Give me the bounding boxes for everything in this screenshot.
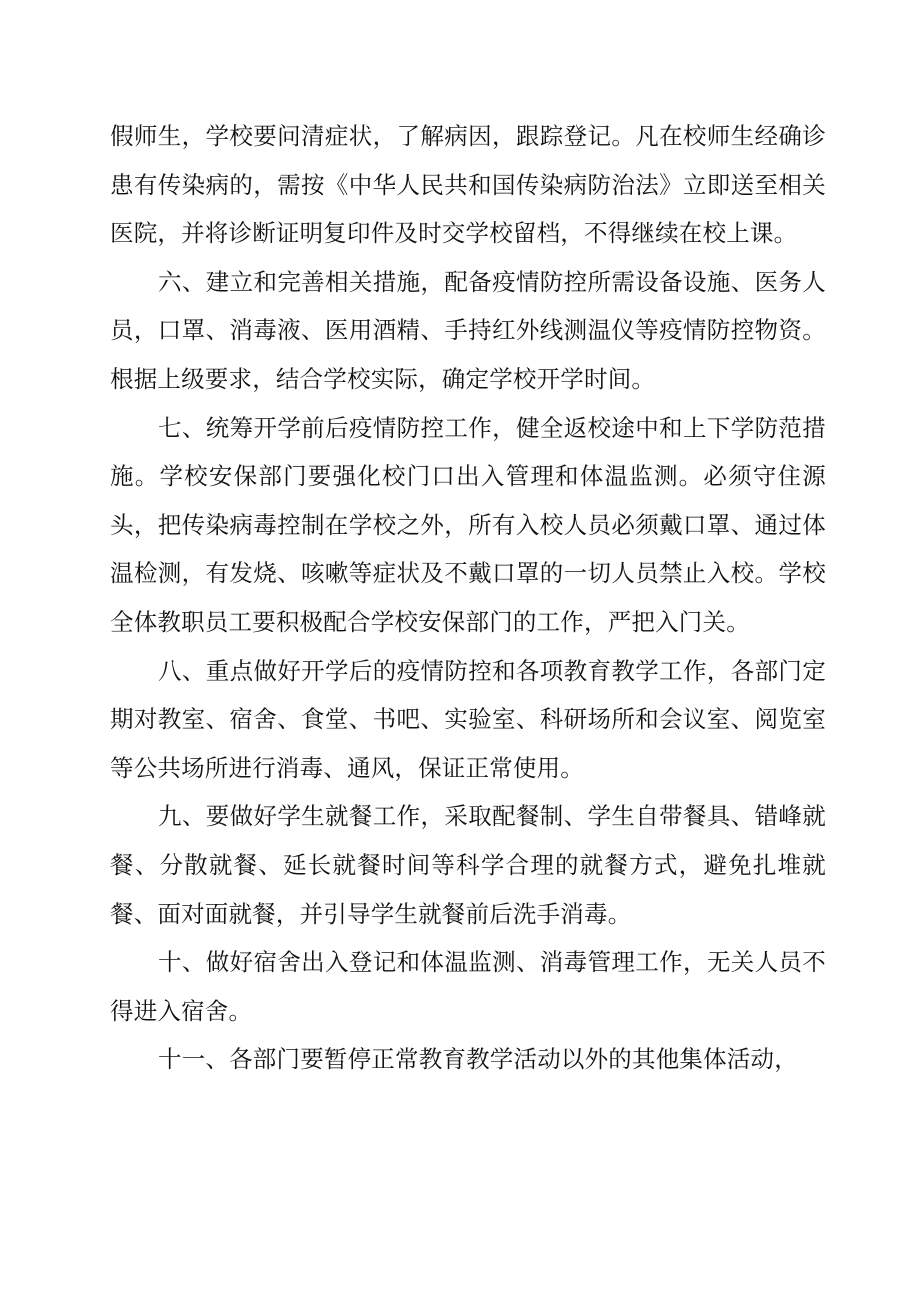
document-body xyxy=(110,112,826,1084)
paragraph-item-10: 十、做好宿舍出入登记和体温监测、消毒管理工作，无关人员不得进入宿舍。 xyxy=(110,948,826,1025)
paragraph-item-6: 六、建立和完善相关措施，配备疫情防控所需设备设施、医务人员，口罩、消毒液、医用酒精、手持红外线测温仪等疫情防控物资。根据上级要求，结合学校实际，确定学校开学时间。 xyxy=(110,267,826,393)
paragraph-item-9: 九、要做好学生就餐工作，采取配餐制、学生自带餐具、错峰就餐、分散就餐、延长就餐时间等科学合理的就餐方式，避免扎堆就餐、面对面就餐，并引导学生就餐前后洗手消毒。 xyxy=(110,802,826,928)
paragraph-item-7: 七、统筹开学前后疫情防控工作，健全返校途中和上下学防范措施。学校安保部门要强化校门口出入管理和体温监测。必须守住源头，把传染病毒控制在学校之外，所有入校人员必须戴口罩、通过体温检测，有发烧、咳嗽等症状及不戴口罩的一切人员禁止入校。学校全体教职员工要积极配合学校安保部门的工作，严把入门关。 xyxy=(110,413,826,636)
paragraph-continuation: 假师生，学校要问清症状，了解病因，跟踪登记。凡在校师生经确诊患有传染病的，需按《中华人民共和国传染病防治法》立即送至相关医院，并将诊断证明复印件及时交学校留档，不得继续在校上课。 xyxy=(110,122,826,248)
paragraph-item-8: 八、重点做好开学后的疫情防控和各项教育教学工作，各部门定期对教室、宿舍、食堂、书吧、实验室、科研场所和会议室、阅览室等公共场所进行消毒、通风，保证正常使用。 xyxy=(110,656,826,782)
paragraph-item-11: 十一、各部门要暂停正常教育教学活动以外的其他集体活动， xyxy=(158,1045,798,1074)
